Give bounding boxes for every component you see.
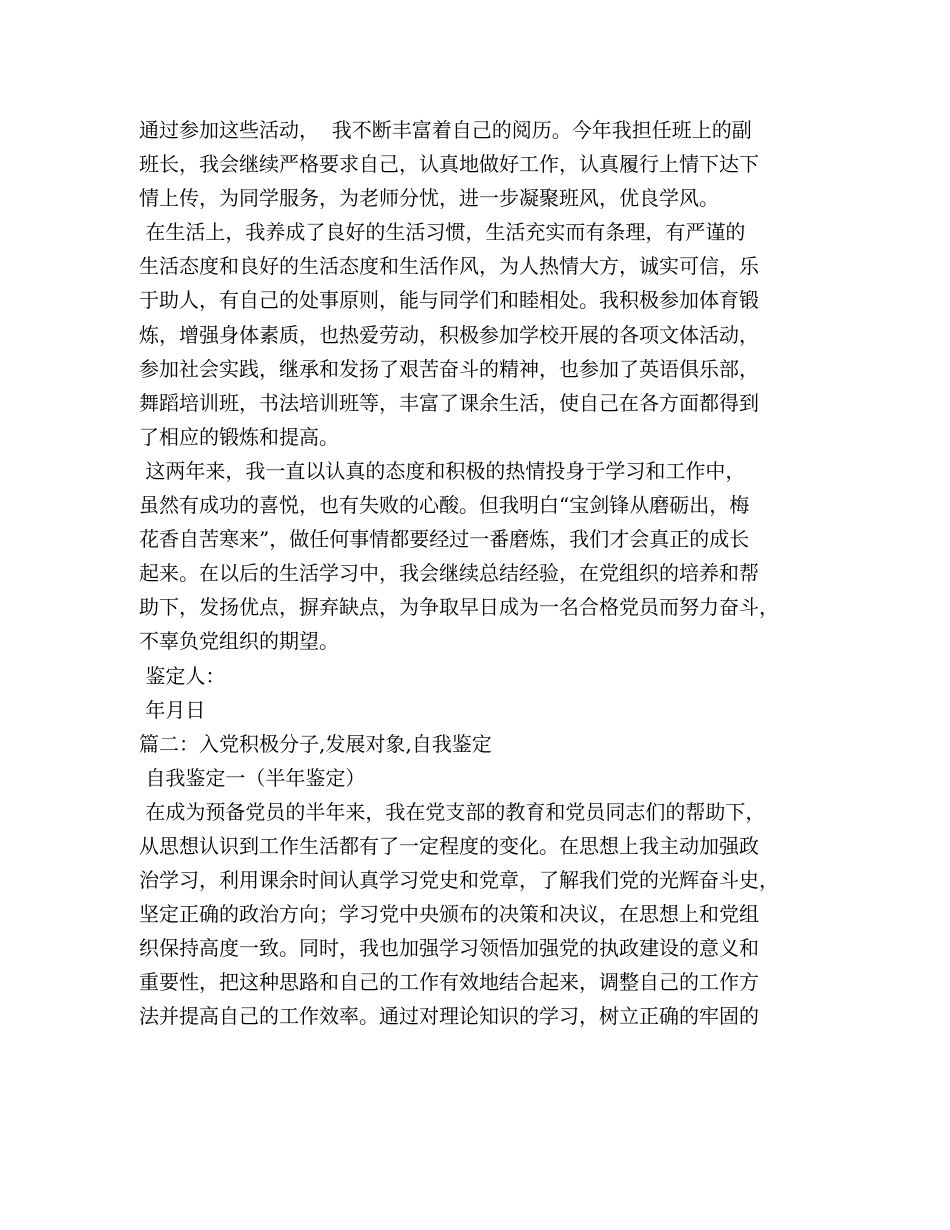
text-line: 班长，我会继续严格要求自己，认真地做好工作，认真履行上情下达下 [139,152,759,177]
text-line: 织保持高度一致。同时，我也加强学习领悟加强党的执政建设的意义和 [139,936,759,961]
signatory-label: 鉴定人： [139,663,226,688]
date-label: 年月日 [139,697,206,722]
text-line: 于助人，有自己的处事原则，能与同学们和睦相处。我积极参加体育锻 [139,288,759,313]
text-line: 生活态度和良好的生活态度和生活作风，为人热情大方，诚实可信，乐 [139,254,759,279]
subsection-heading: 自我鉴定一（半年鉴定） [139,765,366,790]
text-line: 从思想认识到工作生活都有了一定程度的变化。在思想上我主动加强政 [139,833,759,858]
text-line: 虽然有成功的喜悦，也有失败的心酸。但我明白“宝剑锋从磨砺出，梅 [139,493,750,518]
text-line: 情上传，为同学服务，为老师分忧，进一步凝聚班风，优良学风。 [139,186,719,211]
section-heading: 篇二：入党积极分子,发展对象,自我鉴定 [139,731,492,756]
text-line: 在生活上，我养成了良好的生活习惯，生活充实而有条理，有严谨的 [139,220,746,245]
text-line: 这两年来，我一直以认真的态度和积极的热情投身于学习和工作中， [139,458,746,483]
text-line: 助下，发扬优点，摒弃缺点，为争取早日成为一名合格党员而努力奋斗， [139,595,779,620]
text-line: 起来。在以后的生活学习中，我会继续总结经验，在党组织的培养和帮 [139,561,759,586]
document-body [139,113,839,1034]
text-line: 不辜负党组织的期望。 [139,629,339,654]
text-line: 重要性，把这种思路和自己的工作有效地结合起来，调整自己的工作方 [139,970,759,995]
text-line: 在成为预备党员的半年来，我在党支部的教育和党员同志们的帮助下， [139,799,766,824]
text-line: 花香自苦寒来”，做任何事情都要经过一番磨炼，我们才会真正的成长 [139,527,750,552]
text-line: 通过参加这些活动， 我不断丰富着自己的阅历。今年我担任班上的副 [139,118,752,142]
text-line: 治学习，利用课余时间认真学习党史和党章，了解我们党的光辉奋斗史， [139,868,779,893]
text-line: 炼，增强身体素质，也热爱劳动，积极参加学校开展的各项文体活动， [139,322,759,347]
text-line: 了相应的锻炼和提高。 [139,424,339,449]
text-line: 法并提高自己的工作效率。通过对理论知识的学习，树立正确的牢固的 [139,1004,759,1029]
text-line: 参加社会实践，继承和发扬了艰苦奋斗的精神，也参加了英语俱乐部， [139,356,759,381]
text-line: 舞蹈培训班，书法培训班等，丰富了课余生活，使自己在各方面都得到 [139,390,759,415]
text-line: 坚定正确的政治方向；学习党中央颁布的决策和决议，在思想上和党组 [139,902,759,927]
